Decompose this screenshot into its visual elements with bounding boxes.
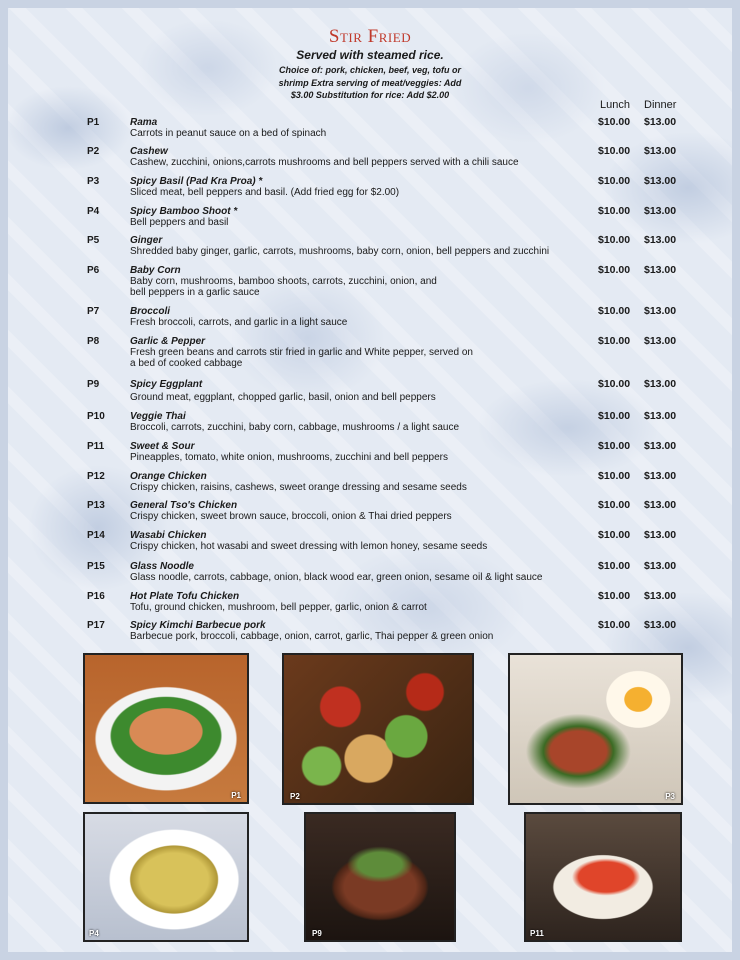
lunch-price: $10.00 [598, 335, 631, 347]
item-name: General Tso's Chicken [130, 500, 238, 511]
item-code: P4 [87, 206, 100, 217]
food-photo-p2 [282, 653, 474, 805]
item-name: Wasabi Chicken [130, 530, 207, 541]
item-name: Hot Plate Tofu Chicken [130, 591, 240, 602]
lunch-price: $10.00 [598, 116, 631, 128]
lunch-price: $10.00 [598, 619, 631, 631]
dinner-price: $13.00 [644, 529, 677, 541]
item-description: Barbecue pork, broccoli, cabbage, onion, carrot, garlic, Thai pepper & green onion [130, 631, 494, 642]
lunch-price: $10.00 [598, 264, 631, 276]
lunch-price: $10.00 [598, 440, 631, 452]
lunch-price: $10.00 [598, 175, 631, 187]
lunch-price: $10.00 [598, 560, 631, 572]
food-photo-p11 [524, 812, 682, 942]
item-code: P8 [87, 336, 100, 347]
choice-line: shrimp Extra serving of meat/veggies: Add [278, 77, 462, 88]
item-code: P13 [87, 500, 105, 511]
dinner-price: $13.00 [644, 590, 677, 602]
item-code: P3 [87, 176, 100, 187]
dinner-price: $13.00 [644, 378, 677, 390]
lunch-price: $10.00 [598, 499, 631, 511]
item-name: Sweet & Sour [130, 441, 195, 452]
item-code: P15 [87, 561, 105, 572]
photo-label: P11 [530, 929, 544, 938]
dinner-price: $13.00 [644, 145, 677, 157]
dinner-price: $13.00 [644, 619, 677, 631]
lunch-price: $10.00 [598, 410, 631, 422]
item-description: Fresh broccoli, carrots, and garlic in a light sauce [130, 317, 348, 328]
item-code: P9 [87, 379, 100, 390]
dinner-price: $13.00 [644, 410, 677, 422]
lunch-price: $10.00 [598, 205, 631, 217]
item-description: Glass noodle, carrots, cabbage, onion, black wood ear, green onion, sesame oil & light sauce [130, 572, 543, 583]
item-code: P12 [87, 471, 105, 482]
food-photo-p4 [83, 812, 249, 942]
item-description: Bell peppers and basil [130, 217, 229, 228]
item-code: P11 [87, 441, 105, 452]
dinner-price: $13.00 [644, 560, 677, 572]
menu-title: Stir Fried [328, 26, 412, 47]
item-description-line: a bed of cooked cabbage [130, 358, 243, 369]
item-code: P10 [87, 411, 105, 422]
lunch-column-header: Lunch [600, 99, 630, 111]
food-photo-p3 [508, 653, 683, 805]
dinner-column-header: Dinner [644, 99, 677, 111]
dinner-price: $13.00 [644, 335, 677, 347]
dinner-price: $13.00 [644, 264, 677, 276]
item-description-line: bell peppers in a garlic sauce [130, 287, 260, 298]
item-name: Garlic & Pepper [130, 336, 206, 347]
choice-note [270, 64, 470, 102]
dinner-price: $13.00 [644, 116, 677, 128]
item-description-line: Baby corn, mushrooms, bamboo shoots, carrots, zucchini, onion, and [130, 276, 437, 287]
item-description: Sliced meat, bell peppers and basil. (Add fried egg for $2.00) [130, 187, 400, 198]
dinner-price: $13.00 [644, 470, 677, 482]
lunch-price: $10.00 [598, 378, 631, 390]
dinner-price: $13.00 [644, 499, 677, 511]
lunch-price: $10.00 [598, 529, 631, 541]
item-description: Carrots in peanut sauce on a bed of spinach [130, 128, 327, 139]
dinner-price: $13.00 [644, 305, 677, 317]
food-photo-p1 [83, 653, 249, 804]
item-name: Spicy Bamboo Shoot * [130, 206, 238, 217]
item-name: Spicy Basil (Pad Kra Proa) * [130, 176, 263, 187]
item-description-line: Fresh green beans and carrots stir fried in garlic and White pepper, served on [130, 347, 473, 358]
item-description: Shredded baby ginger, garlic, carrots, mushrooms, baby corn, onion, bell peppers and zucchini [130, 246, 550, 257]
item-name: Baby Corn [130, 265, 181, 276]
lunch-price: $10.00 [598, 590, 631, 602]
photo-label: P1 [231, 791, 241, 800]
item-description: Tofu, ground chicken, mushroom, bell pepper, garlic, onion & carrot [130, 602, 427, 613]
dinner-price: $13.00 [644, 440, 677, 452]
item-name: Broccoli [130, 306, 171, 317]
photo-label: P9 [312, 929, 322, 938]
dinner-price: $13.00 [644, 234, 677, 246]
choice-line: $3.00 Substitution for rice: Add $2.00 [290, 90, 450, 100]
item-code: P7 [87, 306, 100, 317]
item-code: P6 [87, 265, 100, 276]
item-name: Veggie Thai [130, 411, 186, 422]
item-description: Broccoli, carrots, zucchini, baby corn, cabbage, mushrooms / a light sauce [130, 422, 460, 433]
choice-line: Choice of: pork, chicken, beef, veg, tofu or [278, 65, 462, 75]
item-name: Cashew [130, 146, 168, 157]
item-name: Spicy Eggplant [130, 379, 203, 390]
item-description [130, 276, 590, 298]
item-code: P2 [87, 146, 100, 157]
item-description: Crispy chicken, sweet brown sauce, broccoli, onion & Thai dried peppers [130, 511, 452, 522]
photo-label: P4 [89, 929, 99, 938]
item-name: Rama [130, 117, 158, 128]
menu-subtitle: Served with steamed rice. [296, 48, 444, 62]
lunch-price: $10.00 [598, 470, 631, 482]
item-description: Crispy chicken, raisins, cashews, sweet orange dressing and sesame seeds [130, 482, 467, 493]
item-name: Orange Chicken [130, 471, 207, 482]
photo-label: P3 [665, 792, 675, 801]
item-description: Pineapples, tomato, white onion, mushrooms, zucchini and bell peppers [130, 452, 448, 463]
photo-label: P2 [290, 792, 300, 801]
item-code: P1 [87, 117, 100, 128]
item-code: P17 [87, 620, 105, 631]
item-description: Ground meat, eggplant, chopped garlic, basil, onion and bell peppers [130, 392, 436, 403]
dinner-price: $13.00 [644, 205, 677, 217]
lunch-price: $10.00 [598, 234, 631, 246]
item-code: P16 [87, 591, 105, 602]
item-description [130, 347, 590, 369]
item-description: Crispy chicken, hot wasabi and sweet dressing with lemon honey, sesame seeds [130, 541, 488, 552]
lunch-price: $10.00 [598, 305, 631, 317]
item-code: P14 [87, 530, 105, 541]
item-code: P5 [87, 235, 100, 246]
item-description: Cashew, zucchini, onions,carrots mushrooms and bell peppers served with a chili sauce [130, 157, 519, 168]
dinner-price: $13.00 [644, 175, 677, 187]
item-name: Ginger [130, 235, 163, 246]
food-photo-p9 [304, 812, 456, 942]
item-name: Glass Noodle [130, 561, 194, 572]
lunch-price: $10.00 [598, 145, 631, 157]
item-name: Spicy Kimchi Barbecue pork [130, 620, 266, 631]
